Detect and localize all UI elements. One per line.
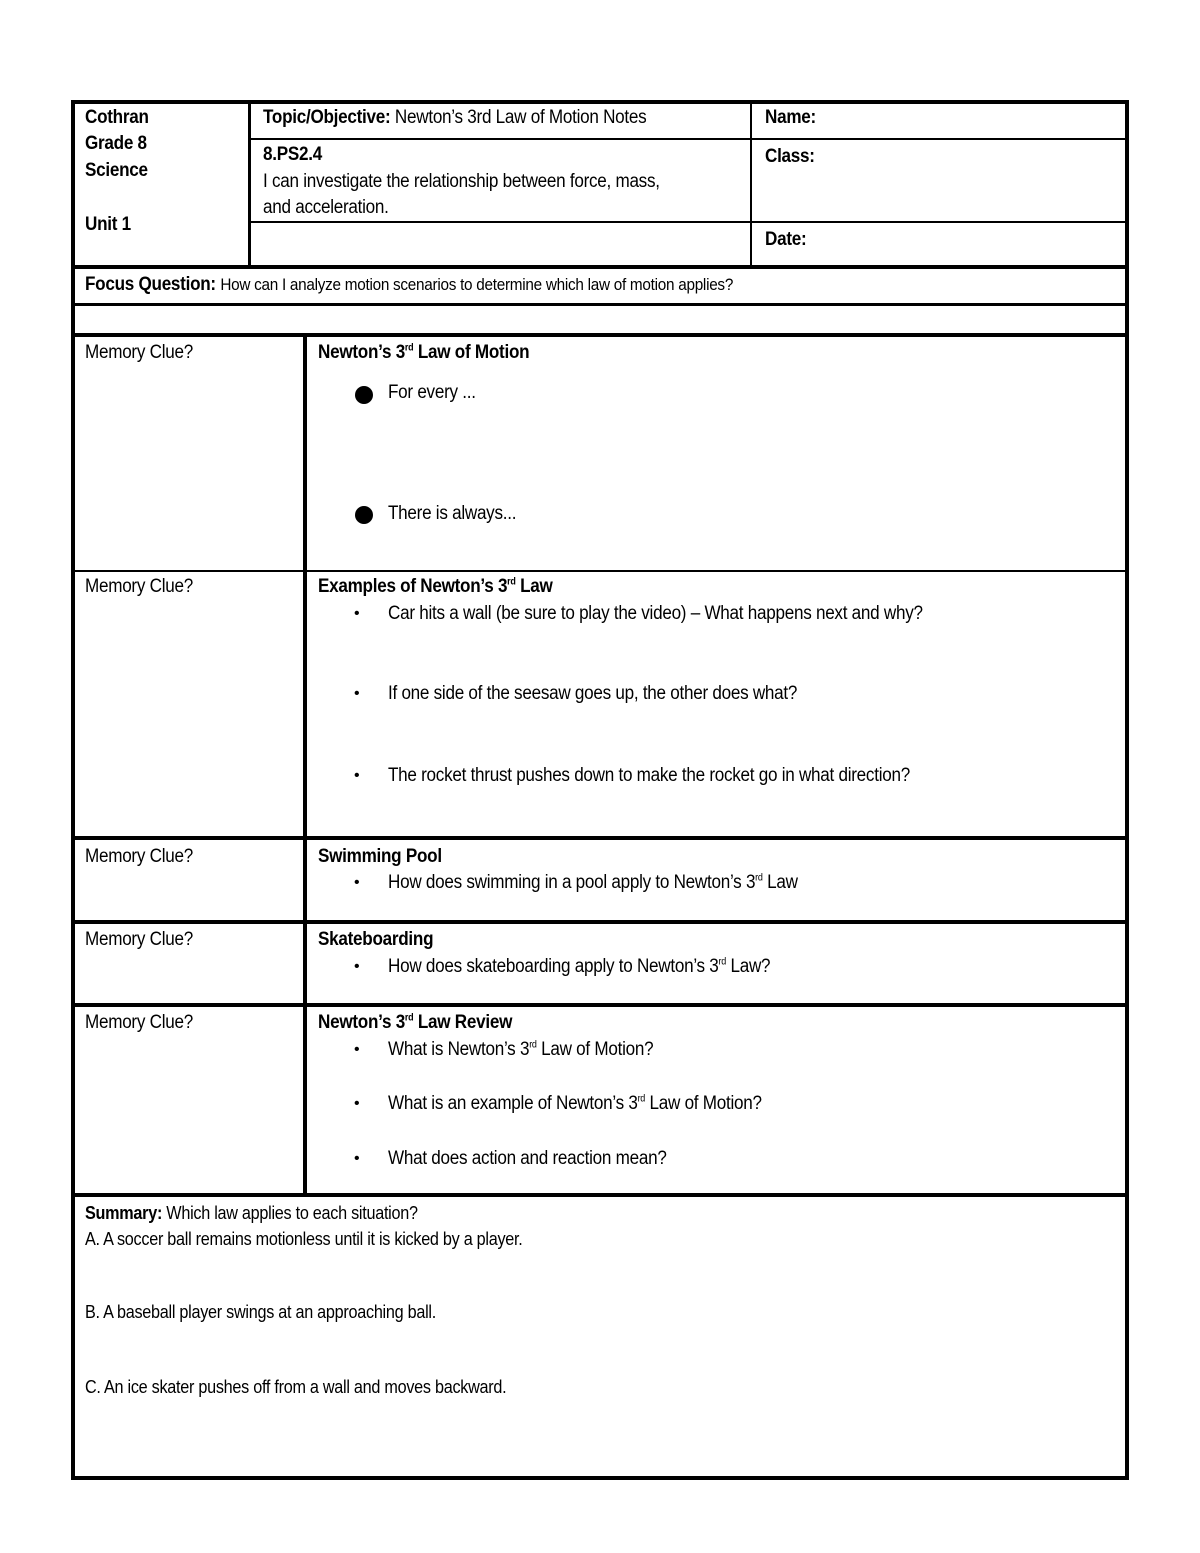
- review-q2-sup: rd: [637, 1093, 646, 1105]
- examples-title-pre: Examples of Newton’s 3: [318, 576, 508, 597]
- examples-title-sup: rd: [507, 576, 516, 588]
- review-question-1: [388, 1037, 653, 1063]
- row-line-law: [73, 570, 1127, 572]
- header-bottom-line: [73, 265, 1127, 269]
- examples-bullet-1: Car hits a wall (be sure to play the video) – What happens next and why?: [388, 603, 923, 624]
- bullet-glyph: •: [354, 605, 360, 622]
- review-q2-post: Law of Motion?: [645, 1093, 762, 1114]
- review-title-post: Law Review: [413, 1012, 513, 1033]
- bullet-dot-1: [355, 386, 373, 404]
- bullet-glyph: •: [354, 874, 360, 891]
- row-line-examples: [73, 836, 1127, 840]
- examples-title: [318, 574, 553, 600]
- pool-bullet-post: Law: [762, 872, 798, 893]
- review-title-pre: Newton’s 3: [318, 1012, 405, 1033]
- memory-clue-1: Memory Clue?: [85, 342, 193, 363]
- law-bullet-2: There is always...: [388, 503, 517, 524]
- pool-bullet: [388, 870, 798, 896]
- law-title: [318, 340, 529, 366]
- row-line-review: [73, 1193, 1127, 1197]
- name-label: Name:: [765, 107, 816, 128]
- review-title-sup: rd: [404, 1012, 414, 1024]
- teacher-name: Cothran: [85, 107, 149, 128]
- skate-title: Skateboarding: [318, 929, 434, 950]
- header-row-line-1: [250, 138, 1127, 140]
- memory-clue-2: Memory Clue?: [85, 576, 193, 597]
- pool-title: Swimming Pool: [318, 846, 442, 867]
- skate-bullet: [388, 954, 770, 980]
- focus-text: How can I analyze motion scenarios to determine which law of motion applies?: [220, 275, 734, 294]
- bullet-glyph: •: [354, 767, 360, 784]
- header-divider-left: [248, 100, 251, 268]
- review-question-3: What does action and reaction mean?: [388, 1148, 667, 1169]
- row-line-pool: [73, 920, 1127, 924]
- bullet-glyph: •: [354, 1041, 360, 1058]
- summary-label: Summary:: [85, 1203, 163, 1223]
- law-title-sup: rd: [404, 342, 414, 354]
- review-q2-pre: What is an example of Newton’s 3: [388, 1093, 638, 1114]
- review-title: [318, 1010, 512, 1036]
- summary-item-c: C. An ice skater pushes off from a wall and moves backward.: [85, 1377, 507, 1397]
- law-title-pre: Newton’s 3: [318, 342, 405, 363]
- header-divider-right: [750, 100, 752, 268]
- focus-question: [85, 272, 733, 298]
- focus-bottom-line: [73, 303, 1127, 306]
- review-question-2: [388, 1091, 762, 1117]
- standard-line-2: and acceleration.: [263, 197, 389, 218]
- review-q1-post: Law of Motion?: [536, 1039, 654, 1060]
- memory-clue-5: Memory Clue?: [85, 1012, 193, 1033]
- examples-bullet-2: If one side of the seesaw goes up, the other does what?: [388, 683, 798, 704]
- review-q1-pre: What is Newton’s 3: [388, 1039, 530, 1060]
- bullet-glyph: •: [354, 685, 360, 702]
- focus-label: Focus Question:: [85, 274, 216, 295]
- skate-bullet-sup: rd: [718, 956, 727, 968]
- row-line-skate: [73, 1003, 1127, 1007]
- unit-label: Unit 1: [85, 214, 131, 235]
- date-label: Date:: [765, 229, 807, 250]
- header-row-line-2: [250, 221, 1127, 223]
- memory-clue-4: Memory Clue?: [85, 929, 193, 950]
- summary-heading: [85, 1200, 418, 1226]
- blank-row-bottom-line: [73, 333, 1127, 337]
- law-title-post: Law of Motion: [413, 342, 530, 363]
- topic-label: Topic/Objective:: [263, 107, 391, 128]
- examples-bullet-3: The rocket thrust pushes down to make the rocket go in what direction?: [388, 765, 910, 786]
- bullet-glyph: •: [354, 1150, 360, 1167]
- class-label: Class:: [765, 146, 815, 167]
- standard-line-1: I can investigate the relationship between force, mass,: [263, 171, 660, 192]
- summary-item-b: B. A baseball player swings at an approaching ball.: [85, 1302, 436, 1322]
- bullet-glyph: •: [354, 958, 360, 975]
- bullet-dot-2: [355, 506, 373, 524]
- skate-bullet-pre: How does skateboarding apply to Newton’s 3: [388, 956, 719, 977]
- law-bullet-1: For every ...: [388, 382, 476, 403]
- skate-bullet-post: Law?: [726, 956, 771, 977]
- topic-objective: [263, 105, 646, 131]
- review-q1-sup: rd: [529, 1039, 537, 1051]
- worksheet-frame: [71, 100, 1129, 1480]
- pool-bullet-sup: rd: [755, 872, 763, 884]
- summary-item-a: A. A soccer ball remains motionless until it is kicked by a player.: [85, 1229, 523, 1249]
- memory-clue-3: Memory Clue?: [85, 846, 193, 867]
- subject-label: Science: [85, 160, 148, 181]
- bullet-glyph: •: [354, 1095, 360, 1112]
- pool-bullet-pre: How does swimming in a pool apply to Newton’s 3: [388, 872, 756, 893]
- standard-code: 8.PS2.4: [263, 144, 322, 165]
- summary-prompt: Which law applies to each situation?: [166, 1203, 418, 1223]
- topic-value: Newton’s 3rd Law of Motion Notes: [394, 107, 647, 128]
- examples-title-post: Law: [515, 576, 553, 597]
- grade-label: Grade 8: [85, 133, 147, 154]
- notes-column-divider: [303, 335, 307, 1197]
